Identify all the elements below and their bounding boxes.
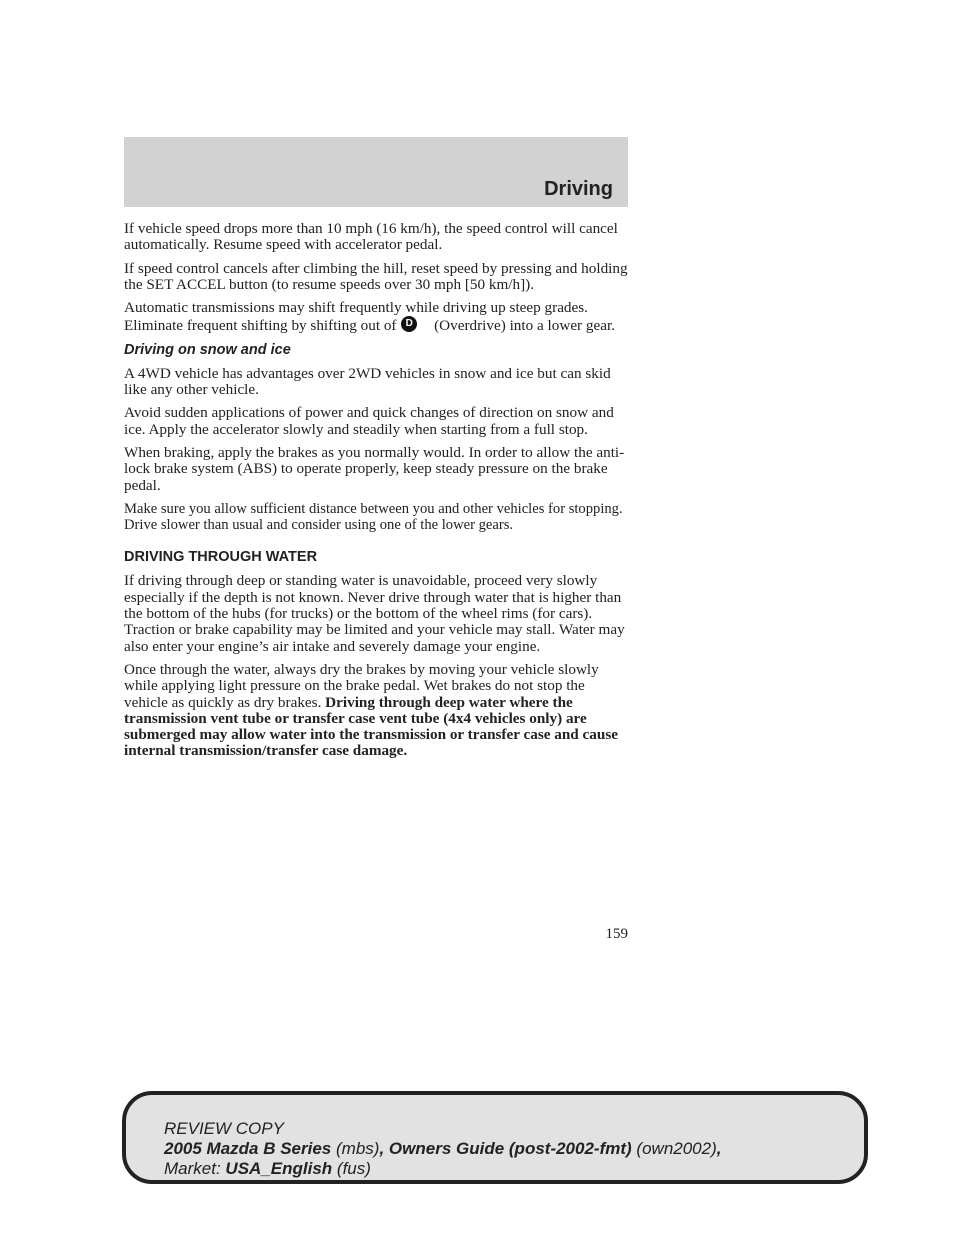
separator: , <box>716 1139 722 1158</box>
market-label: Market: <box>164 1159 221 1178</box>
model-code: (mbs) <box>336 1139 380 1158</box>
guide-name: Owners Guide (post-2002-fmt) <box>388 1139 632 1158</box>
page-content <box>124 221 630 767</box>
paragraph-text: (Overdrive) into a lower gear. <box>434 317 616 335</box>
review-copy-label: REVIEW COPY <box>164 1119 284 1138</box>
page-number: 159 <box>605 926 628 942</box>
paragraph: Make sure you allow sufficient distance between you and other vehicles for stopping. Drive slower than usual and consider using one of the lower gears. <box>124 500 623 534</box>
paragraph <box>124 300 630 335</box>
subheading-snow-ice: Driving on snow and ice <box>124 341 291 358</box>
model-name: 2005 Mazda B Series <box>164 1139 332 1158</box>
section-title: Driving <box>544 178 613 200</box>
paragraph: When braking, apply the brakes as you normally would. In order to allow the anti-lock brake system (ABS) to operate properly, keep steady pressure on the brake pedal. <box>124 443 625 494</box>
footer-model-line <box>164 1139 721 1159</box>
paragraph: If speed control cancels after climbing the hill, reset speed by pressing and holding the SET ACCEL button (to resume speeds over 30 mph [50 km/h]). <box>124 259 628 293</box>
review-copy-footer <box>122 1091 868 1184</box>
market-code: (fus) <box>336 1159 371 1178</box>
heading-driving-through-water: DRIVING THROUGH WATER <box>124 549 318 566</box>
paragraph: If driving through deep or standing water is unavoidable, proceed very slowly especially if the depth is not known. Never drive through water that is higher than the bottom of the hubs (for trucks) or the bottom of the wheel rims (for cars). Traction or brake capability may be limited and your vehicle may stall. Water may also enter your engine’s air intake and severely damage your engine. <box>124 572 625 655</box>
footer-text <box>164 1119 721 1179</box>
overdrive-d-icon <box>401 316 417 332</box>
paragraph <box>124 662 630 760</box>
warning-text: Driving through deep water where the transmission vent tube or transfer case vent tube (4x4 vehicles only) are submerged may allow water into the transmission or transfer case and cause internal transmission/transfer case damage. <box>124 693 618 760</box>
separator: , <box>379 1139 385 1158</box>
guide-code: (own2002) <box>636 1139 717 1158</box>
footer-market-line <box>164 1159 721 1179</box>
paragraph: Avoid sudden applications of power and quick changes of direction on snow and ice. Apply the accelerator slowly and steadily when starting from a full stop. <box>124 404 614 438</box>
paragraph-text: Once through the water, always dry the brakes by moving your vehicle slowly while applying light pressure on the brake pedal. Wet brakes do not stop the vehicle as quickly as dry brakes. <box>124 660 599 711</box>
paragraph: If vehicle speed drops more than 10 mph (16 km/h), the speed control will cancel automatically. Resume speed with accelerator pedal. <box>124 220 618 254</box>
paragraph: A 4WD vehicle has advantages over 2WD vehicles in snow and ice but can skid like any other vehicle. <box>124 364 611 399</box>
paragraph-text: Automatic transmissions may shift frequently while driving up steep grades. Eliminate frequent shifting by shifting out of <box>124 299 588 335</box>
market-name: USA_English <box>225 1159 333 1178</box>
section-header-bar <box>124 137 628 207</box>
